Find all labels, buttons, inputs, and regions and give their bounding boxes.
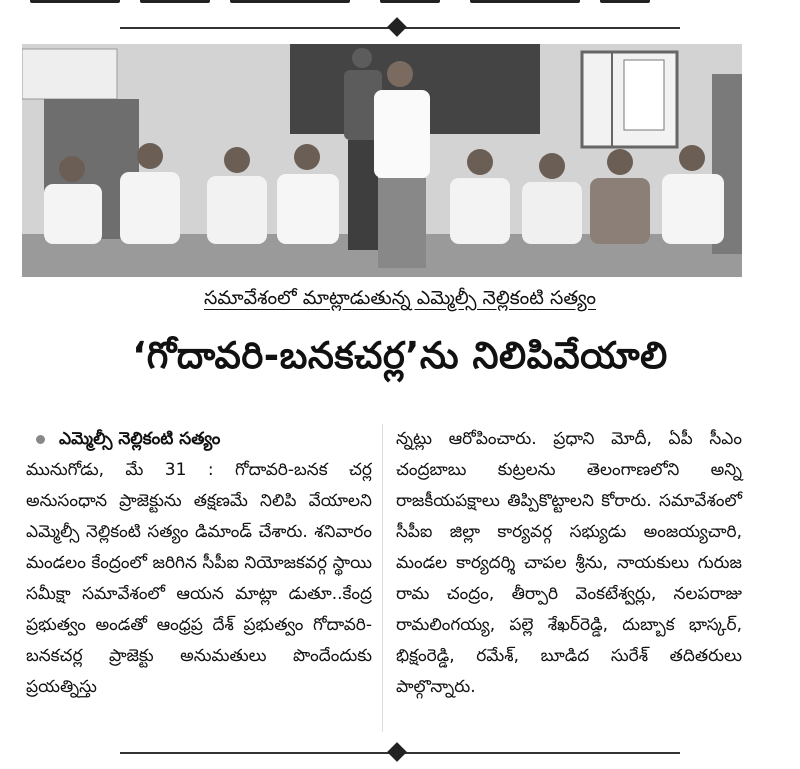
cut-off-previous-line [0, 0, 800, 10]
byline-text: ఎమ్మెల్సీ నెల్లికంటి సత్యం [59, 429, 221, 449]
diamond-ornament-icon [387, 742, 407, 762]
bullet-icon [36, 435, 45, 444]
article-column-right [396, 424, 742, 703]
body-text-left: గోదావరి-బనక చర్ల అనుసంధాన ప్రాజెక్టును తక్షణమే నిలిపి వేయాలని ఎమ్మెల్సీ నెల్లికంటి సత్యం డిమాండ్ చేశారు. శనివారం మండలం కేంద్రంలో జరిగిన సీపీఐ నియోజకవర్గ స్థాయి సమీక్షా సమావేశంలో ఆయన మాట్లా డుతూ..కేంద్ర ప్రభుత్వం అండతో ఆంధ్రప్ర దేశ్ ప్రభుత్వం గోదావరి-బనకచర్ల ప్రాజెక్టు అనుమతులు పొందేందుకు ప్రయత్నిస్తు [26, 460, 372, 697]
bottom-divider [120, 752, 680, 754]
dateline: మునుగోడు, మే 31 : [26, 460, 214, 480]
diamond-ornament-icon [387, 17, 407, 37]
photo-caption: సమావేశంలో మాట్లాడుతున్న ఎమ్మెల్సీ నెల్లికంటి సత్యం [204, 287, 596, 309]
headline: ‘గోదావరి-బనకచర్ల’ను నిలిపివేయాలి [132, 334, 668, 377]
column-rule [382, 424, 383, 732]
body-text-right: న్నట్లు ఆరోపించారు. ప్రధాని మోదీ, ఏపీ సీఎం చంద్రబాబు కుట్రలను తెలంగాణలోని అన్ని రాజకీయపక్షాలు తిప్పికొట్టాలని కోరారు. సమావేశంలో సీపీఐ జిల్లా కార్యవర్గ సభ్యుడు అంజయ్యచారి, మండల కార్యదర్శి చాపల శ్రీను, నాయకులు గురుజ రామ చంద్రం, తీర్పారి వెంకటేశ్వర్లు, నలపరాజు రామలింగయ్య, పల్లె శేఖర్‌రెడ్డి, దుబ్బాక భాస్కర్, భిక్షంరెడ్డి, రమేశ్, బూడిద సురేశ్ తదితరులు పాల్గొన్నారు. [396, 429, 742, 697]
news-photo [22, 44, 742, 277]
top-divider [120, 27, 680, 29]
byline [36, 424, 372, 455]
article-column-left [26, 424, 372, 703]
